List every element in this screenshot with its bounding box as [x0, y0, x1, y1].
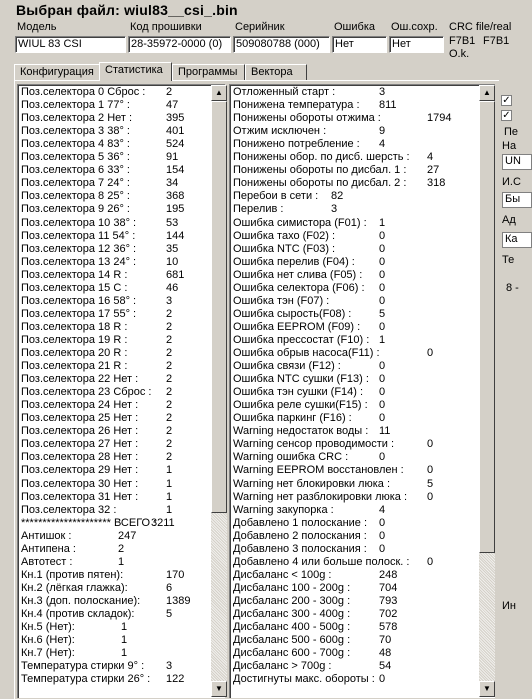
- side-text-1: Пе: [504, 126, 519, 138]
- stat-label: Поз.селектора 23 Сброс :: [21, 386, 152, 399]
- stat-value: 35: [166, 242, 179, 255]
- tab-vectors[interactable]: Вектора: [245, 64, 307, 80]
- stat-value: 0: [379, 242, 386, 255]
- checkbox-1[interactable]: ✓: [502, 95, 511, 106]
- stat-label: Кн.4 (против складок):: [21, 608, 135, 620]
- crc-real-value: F7B1: [483, 35, 510, 47]
- stat-value: 318: [427, 177, 446, 190]
- stat-value: 1: [121, 647, 128, 660]
- window-title: Выбран файл: wiul83__csi_.bin: [16, 2, 238, 18]
- stat-value: 2: [166, 307, 173, 320]
- side-text-5: Те: [502, 254, 515, 266]
- side-text-3: И.С: [502, 176, 521, 188]
- stat-value: 0: [379, 386, 386, 399]
- stat-label: Поз.селектора 3 38° :: [21, 125, 130, 138]
- stat-label: Ошибка обрыв насоса(F11) :: [233, 347, 380, 359]
- firmware-field[interactable]: 28-35972-0000 (0): [128, 36, 231, 53]
- stat-value: 2: [166, 360, 173, 373]
- stat-label: Дисбаланс 600 - 700g :: [233, 647, 351, 660]
- stat-label: Warning закупорка :: [233, 503, 334, 516]
- stat-label: Кн.1 (против пятен):: [21, 568, 124, 581]
- stat-value: 2: [166, 86, 173, 98]
- stat-label: Поз.селектора 0 Сброс :: [21, 86, 146, 98]
- stat-label: Поз.селектора 8 25° :: [21, 190, 130, 203]
- stat-label: Поз.селектора 17 55° :: [21, 307, 137, 320]
- stat-value: 0: [379, 268, 386, 281]
- stat-label: Антишок :: [21, 529, 72, 542]
- stat-value: 3: [166, 660, 173, 673]
- scroll-up-icon[interactable]: ▲: [479, 85, 495, 101]
- stat-label: Ошибка перелив (F04) :: [233, 255, 355, 268]
- stat-value: 11: [379, 425, 391, 438]
- stat-value: 154: [166, 164, 185, 177]
- stat-label: Отложенный старт :: [233, 86, 336, 98]
- stat-label: Warning EEPROM восстановлен :: [233, 464, 404, 477]
- side-field-2[interactable]: Бы: [502, 192, 532, 208]
- crc-label: CRC file/real: [449, 21, 512, 33]
- right-scrollbar[interactable]: [479, 85, 495, 697]
- stat-value: 1: [379, 333, 386, 346]
- scroll-down-icon[interactable]: ▼: [479, 681, 495, 697]
- stat-value: 0: [379, 542, 386, 555]
- stat-label: Поз.селектора 20 R :: [21, 347, 128, 359]
- stat-value: 4: [379, 138, 386, 151]
- stat-value: 247: [118, 529, 137, 542]
- stat-value: 4: [427, 151, 434, 164]
- stat-label: Поз.селектора 24 Нет :: [21, 399, 139, 412]
- stat-label: Достигнуты макс. обороты :: [233, 673, 375, 686]
- stat-label: Понижены обор. по дисб. шерсть :: [233, 151, 410, 164]
- stat-value: 2: [166, 451, 173, 464]
- stat-value: 704: [379, 581, 398, 594]
- stat-label: Поз.селектора 21 R :: [21, 360, 128, 373]
- saved-error-field[interactable]: Нет: [389, 36, 444, 53]
- tab-statistics[interactable]: Статистика: [99, 62, 172, 81]
- stat-value: 0: [379, 281, 386, 294]
- stat-label: Кн.5 (Нет):: [21, 621, 75, 634]
- stat-value: 3: [379, 86, 386, 98]
- stat-value: 47: [166, 99, 179, 112]
- stat-value: 0: [379, 451, 386, 464]
- stat-label: Перебои в сети :: [233, 190, 319, 203]
- left-scroll-thumb[interactable]: [211, 101, 227, 513]
- stat-value: 0: [427, 347, 434, 359]
- stat-value: 0: [379, 529, 386, 542]
- model-field[interactable]: WIUL 83 CSI: [15, 36, 126, 53]
- stat-value: 0: [379, 399, 386, 412]
- stat-value: 524: [166, 138, 185, 151]
- stat-label: Дисбаланс > 700g :: [233, 660, 332, 673]
- stat-label: Поз.селектора 4 83° :: [21, 138, 130, 151]
- stat-value: 6: [166, 581, 173, 594]
- stat-label: Перелив :: [233, 203, 284, 216]
- stat-label: Понижено потребление :: [233, 138, 360, 151]
- stat-value: 0: [379, 255, 386, 268]
- stat-value: 0: [379, 673, 386, 686]
- saved-error-label: Ош.сохр.: [391, 21, 438, 33]
- stat-value: 2: [166, 320, 173, 333]
- right-stats-panel: [229, 84, 495, 698]
- scroll-up-icon[interactable]: ▲: [211, 85, 227, 101]
- stat-value: 5: [427, 477, 434, 490]
- stat-value: 48: [379, 647, 392, 660]
- stat-value: 3211: [151, 516, 175, 529]
- stat-label: Отжим исключен :: [233, 125, 327, 138]
- stat-label: Warning недостаток воды :: [233, 425, 369, 438]
- stat-label: Поз.селектора 16 58° :: [21, 294, 137, 307]
- stat-value: 2: [118, 542, 125, 555]
- crc-status: O.k.: [449, 48, 470, 60]
- stat-label: Ошибка нет слива (F05) :: [233, 268, 363, 281]
- stat-value: 2: [166, 438, 173, 451]
- stat-value: 0: [379, 294, 386, 307]
- stat-label: Ошибка симистора (F01) :: [233, 216, 367, 229]
- stat-label: Понижены обороты по дисбал. 2 :: [233, 177, 407, 190]
- stat-value: 10: [166, 255, 179, 268]
- stat-label: Поз.селектора 32 :: [21, 503, 117, 516]
- crc-file-value: F7B1: [449, 35, 476, 47]
- serial-label: Серийник: [235, 21, 285, 33]
- stat-value: 0: [379, 229, 386, 242]
- stat-value: 53: [166, 216, 179, 229]
- stat-value: 1: [118, 555, 125, 568]
- stat-label: Поз.селектора 7 24° :: [21, 177, 130, 190]
- stat-label: Поз.селектора 14 R :: [21, 268, 128, 281]
- stat-value: 2: [166, 412, 173, 425]
- side-text-4: Ад: [502, 214, 516, 226]
- stat-label: Поз.селектора 1 77° :: [21, 99, 130, 112]
- stat-value: 2: [166, 347, 173, 359]
- stat-value: 1: [166, 464, 173, 477]
- side-field-3[interactable]: Ка: [502, 232, 532, 248]
- stat-value: 46: [166, 281, 179, 294]
- stat-label: Дисбаланс 100 - 200g :: [233, 581, 351, 594]
- stat-label: Поз.селектора 19 R :: [21, 333, 128, 346]
- error-field[interactable]: Нет: [332, 36, 387, 53]
- serial-field[interactable]: 509080788 (000): [233, 36, 330, 53]
- stat-value: 170: [166, 568, 185, 581]
- stat-label: Поз.селектора 28 Нет :: [21, 451, 139, 464]
- stat-value: 2: [166, 373, 173, 386]
- stat-label: ********************* ВСЕГО :: [21, 516, 157, 529]
- stat-value: 1: [166, 503, 173, 516]
- stat-value: 34: [166, 177, 179, 190]
- stat-label: Поз.селектора 5 36° :: [21, 151, 130, 164]
- left-scrollbar[interactable]: [211, 85, 227, 697]
- stat-value: 4: [379, 503, 386, 516]
- stat-value: 811: [379, 99, 397, 112]
- stat-label: Дисбаланс 300 - 400g :: [233, 608, 351, 620]
- stat-label: Добавлено 1 полоскание :: [233, 516, 368, 529]
- stat-label: Понижена температура :: [233, 99, 360, 112]
- side-text-6: 8 -: [506, 282, 519, 294]
- stat-label: Ошибка тахо (F02) :: [233, 229, 336, 242]
- stat-label: Поз.селектора 22 Нет :: [21, 373, 139, 386]
- stat-value: 195: [166, 203, 185, 216]
- stat-value: 5: [379, 307, 386, 320]
- stat-value: 2: [166, 386, 173, 399]
- stat-value: 2: [166, 399, 173, 412]
- stat-value: 3: [331, 203, 338, 216]
- left-stats-panel: [17, 84, 225, 698]
- stat-value: 0: [379, 412, 386, 425]
- stat-label: Ошибка паркинг (F16) :: [233, 412, 352, 425]
- stat-label: Поз.селектора 18 R :: [21, 320, 128, 333]
- stat-label: Ошибка тэн сушки (F14) :: [233, 386, 364, 399]
- tab-configuration[interactable]: Конфигурация: [14, 64, 100, 80]
- stat-value: 1: [166, 477, 173, 490]
- stat-label: Ошибка EEPROM (F09) :: [233, 320, 361, 333]
- stat-label: Кн.2 (лёгкая глажка):: [21, 581, 128, 594]
- stat-label: Температура стирки 9° :: [21, 660, 145, 673]
- stat-label: Поз.селектора 26 Нет :: [21, 425, 139, 438]
- stat-label: Кн.6 (Нет):: [21, 634, 75, 647]
- right-scroll-thumb[interactable]: [479, 101, 495, 553]
- stat-value: 248: [379, 568, 398, 581]
- stat-value: 0: [427, 438, 434, 451]
- stat-label: Добавлено 4 или больше полоск. :: [233, 555, 410, 568]
- stat-value: 1: [379, 216, 386, 229]
- stat-value: 1: [121, 621, 128, 634]
- model-label: Модель: [17, 21, 57, 33]
- side-panel-cutoff: [498, 80, 521, 698]
- stat-label: Дисбаланс 400 - 500g :: [233, 621, 351, 634]
- stat-value: 0: [379, 360, 386, 373]
- stat-label: Поз.селектора 10 38° :: [21, 216, 137, 229]
- stat-label: Ошибка сырость(F08) :: [233, 307, 352, 320]
- stat-label: Поз.селектора 29 Нет :: [21, 464, 139, 477]
- stat-value: 27: [427, 164, 440, 177]
- stat-value: 401: [166, 125, 185, 138]
- stat-label: Автотест :: [21, 555, 73, 568]
- stat-label: Поз.селектора 31 Нет :: [21, 490, 139, 503]
- stat-value: 368: [166, 190, 185, 203]
- stat-label: Поз.селектора 13 24° :: [21, 255, 137, 268]
- stat-value: 1389: [166, 594, 191, 607]
- stat-label: Поз.селектора 11 54° :: [21, 229, 136, 242]
- stat-label: Ошибка прессостат (F10) :: [233, 333, 370, 346]
- stat-value: 0: [379, 516, 386, 529]
- stat-label: Понижены обороты по дисбал. 1 :: [233, 164, 407, 177]
- stat-value: 702: [379, 608, 398, 620]
- stat-label: Поз.селектора 12 36° :: [21, 242, 137, 255]
- stat-label: Ошибка реле сушки(F15) :: [233, 399, 368, 412]
- firmware-label: Код прошивки: [130, 21, 202, 33]
- stat-value: 91: [166, 151, 179, 164]
- stat-value: 793: [379, 594, 398, 607]
- stat-value: 54: [379, 660, 392, 673]
- stat-value: 395: [166, 112, 185, 125]
- stat-label: Кн.7 (Нет):: [21, 647, 75, 660]
- stat-label: Ошибка NTC (F03) :: [233, 242, 336, 255]
- stat-value: 2: [166, 425, 173, 438]
- side-field-1[interactable]: UN: [502, 154, 532, 170]
- stat-label: Поз.селектора 2 Нет :: [21, 112, 133, 125]
- stat-label: Поз.селектора 15 C :: [21, 281, 128, 294]
- stat-value: 1794: [427, 112, 452, 125]
- stat-label: Ошибка селектора (F06) :: [233, 281, 365, 294]
- stat-value: 82: [331, 190, 344, 203]
- stat-label: Добавлено 3 полоскания :: [233, 542, 367, 555]
- stat-label: Ошибка связи (F12) :: [233, 360, 341, 373]
- stat-value: 5: [166, 608, 173, 620]
- stat-label: Дисбаланс 200 - 300g :: [233, 594, 351, 607]
- stat-label: Warning сенсор проводимости :: [233, 438, 395, 451]
- stat-value: 1: [121, 634, 128, 647]
- stat-label: Warning ошибка CRC :: [233, 451, 349, 464]
- scroll-down-icon[interactable]: ▼: [211, 681, 227, 697]
- stat-value: 1: [166, 490, 173, 503]
- stat-value: 0: [427, 464, 434, 477]
- stat-label: Ошибка NTC сушки (F13) :: [233, 373, 369, 386]
- stat-label: Поз.селектора 27 Нет :: [21, 438, 139, 451]
- stat-label: Поз.селектора 6 33° :: [21, 164, 130, 177]
- stat-label: Добавлено 2 полоскания :: [233, 529, 367, 542]
- stat-label: Понижены обороты отжима :: [233, 112, 381, 125]
- stat-label: Warning нет разблокировки люка :: [233, 490, 408, 503]
- stat-value: 0: [379, 320, 386, 333]
- stat-value: 0: [379, 373, 386, 386]
- stat-value: 144: [166, 229, 185, 242]
- stat-label: Warning нет блокировки люка :: [233, 477, 390, 490]
- stat-value: 0: [427, 555, 434, 568]
- stat-value: 122: [166, 673, 185, 686]
- side-text-2: На: [502, 140, 517, 152]
- stat-value: 9: [379, 125, 386, 138]
- stat-value: 681: [166, 268, 185, 281]
- stat-value: 578: [379, 621, 398, 634]
- stat-label: Поз.селектора 30 Нет :: [21, 477, 139, 490]
- side-text-7: Ин: [502, 600, 516, 612]
- stat-label: Поз.селектора 25 Нет :: [21, 412, 139, 425]
- stat-label: Кн.3 (доп. полоскание):: [21, 594, 141, 607]
- stat-label: Температура стирки 26° :: [21, 673, 151, 686]
- error-label: Ошибка: [334, 21, 375, 33]
- stat-value: 2: [166, 333, 173, 346]
- checkbox-2[interactable]: ✓: [502, 110, 511, 121]
- stat-value: 3: [166, 294, 173, 307]
- stat-label: Поз.селектора 9 26° :: [21, 203, 130, 216]
- stat-label: Ошибка тэн (F07) :: [233, 294, 330, 307]
- tab-programs[interactable]: Программы: [172, 64, 245, 80]
- stat-value: 0: [427, 490, 434, 503]
- stat-value: 70: [379, 634, 392, 647]
- stat-label: Антипена :: [21, 542, 76, 555]
- stat-label: Дисбаланс < 100g :: [233, 568, 332, 581]
- stat-label: Дисбаланс 500 - 600g :: [233, 634, 351, 647]
